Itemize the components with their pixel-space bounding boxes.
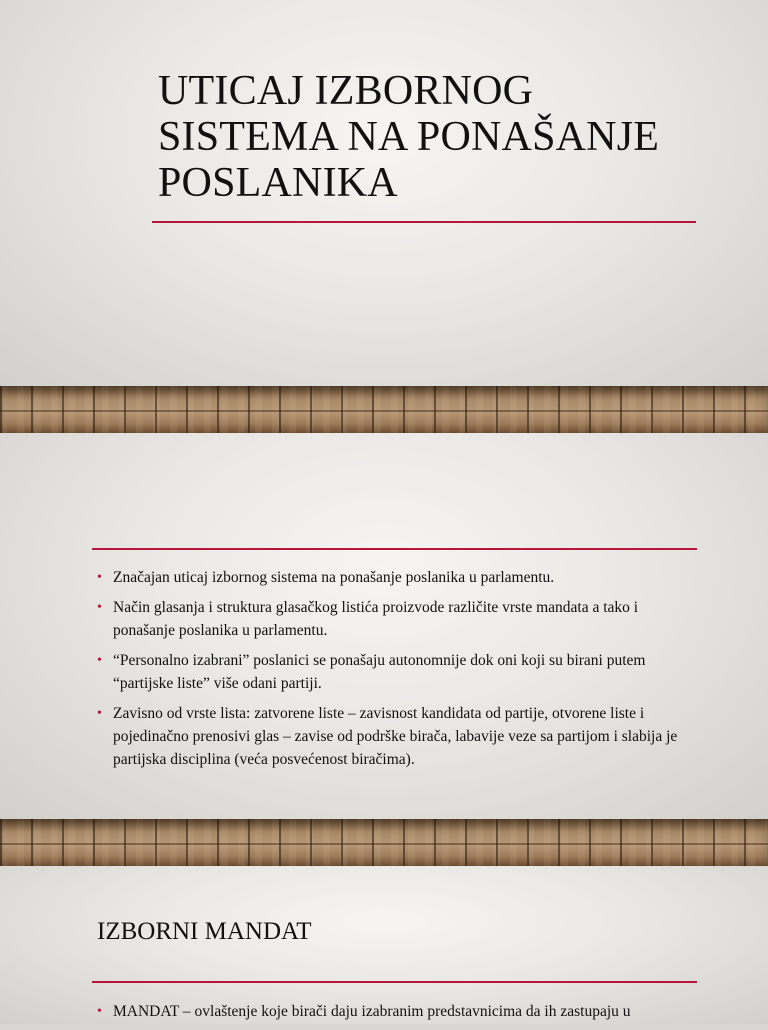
slide-3-rule (92, 981, 697, 983)
bullet-item: • MANDAT – ovlaštenje koje birači daju izabranim predstavnicima da ih zastupaju u (97, 1000, 707, 1023)
slide-3-title: IZBORNI MANDAT (97, 918, 312, 945)
wood-floor-2 (0, 819, 768, 866)
bullet-item: • Način glasanja i struktura glasačkog listića proizvode različite vrste mandata a tako i ponašanje poslanika u parlamentu. (97, 596, 697, 642)
bullet-item: • “Personalno izabrani” poslanici se ponašaju autonomnije dok oni koji su birani putem “partijske liste” više odani partiji. (97, 649, 697, 695)
bullet-item: • Značajan uticaj izbornog sistema na ponašanje poslanika u parlamentu. (97, 566, 697, 589)
slide-2-bullet-list (97, 566, 697, 778)
slide-3-bullet-list (97, 1000, 707, 1030)
slide-2-rule (92, 548, 697, 550)
slide-2 (0, 433, 768, 819)
wood-floor-1 (0, 386, 768, 433)
slide-1-title-rule (152, 221, 696, 223)
bullet-item: • Zavisno od vrste lista: zatvorene liste – zavisnost kandidata od partije, otvorene liste i pojedinačno prenosivi glas – zavise od podrške birača, labavije veze sa partijom i slabija je partijska disciplina (veća posvećenost biračima). (97, 702, 697, 771)
slide-1-title: UTICAJ IZBORNOG SISTEMA NA PONAŠANJE POSLANIKA (158, 68, 660, 206)
slide-1 (0, 0, 768, 386)
